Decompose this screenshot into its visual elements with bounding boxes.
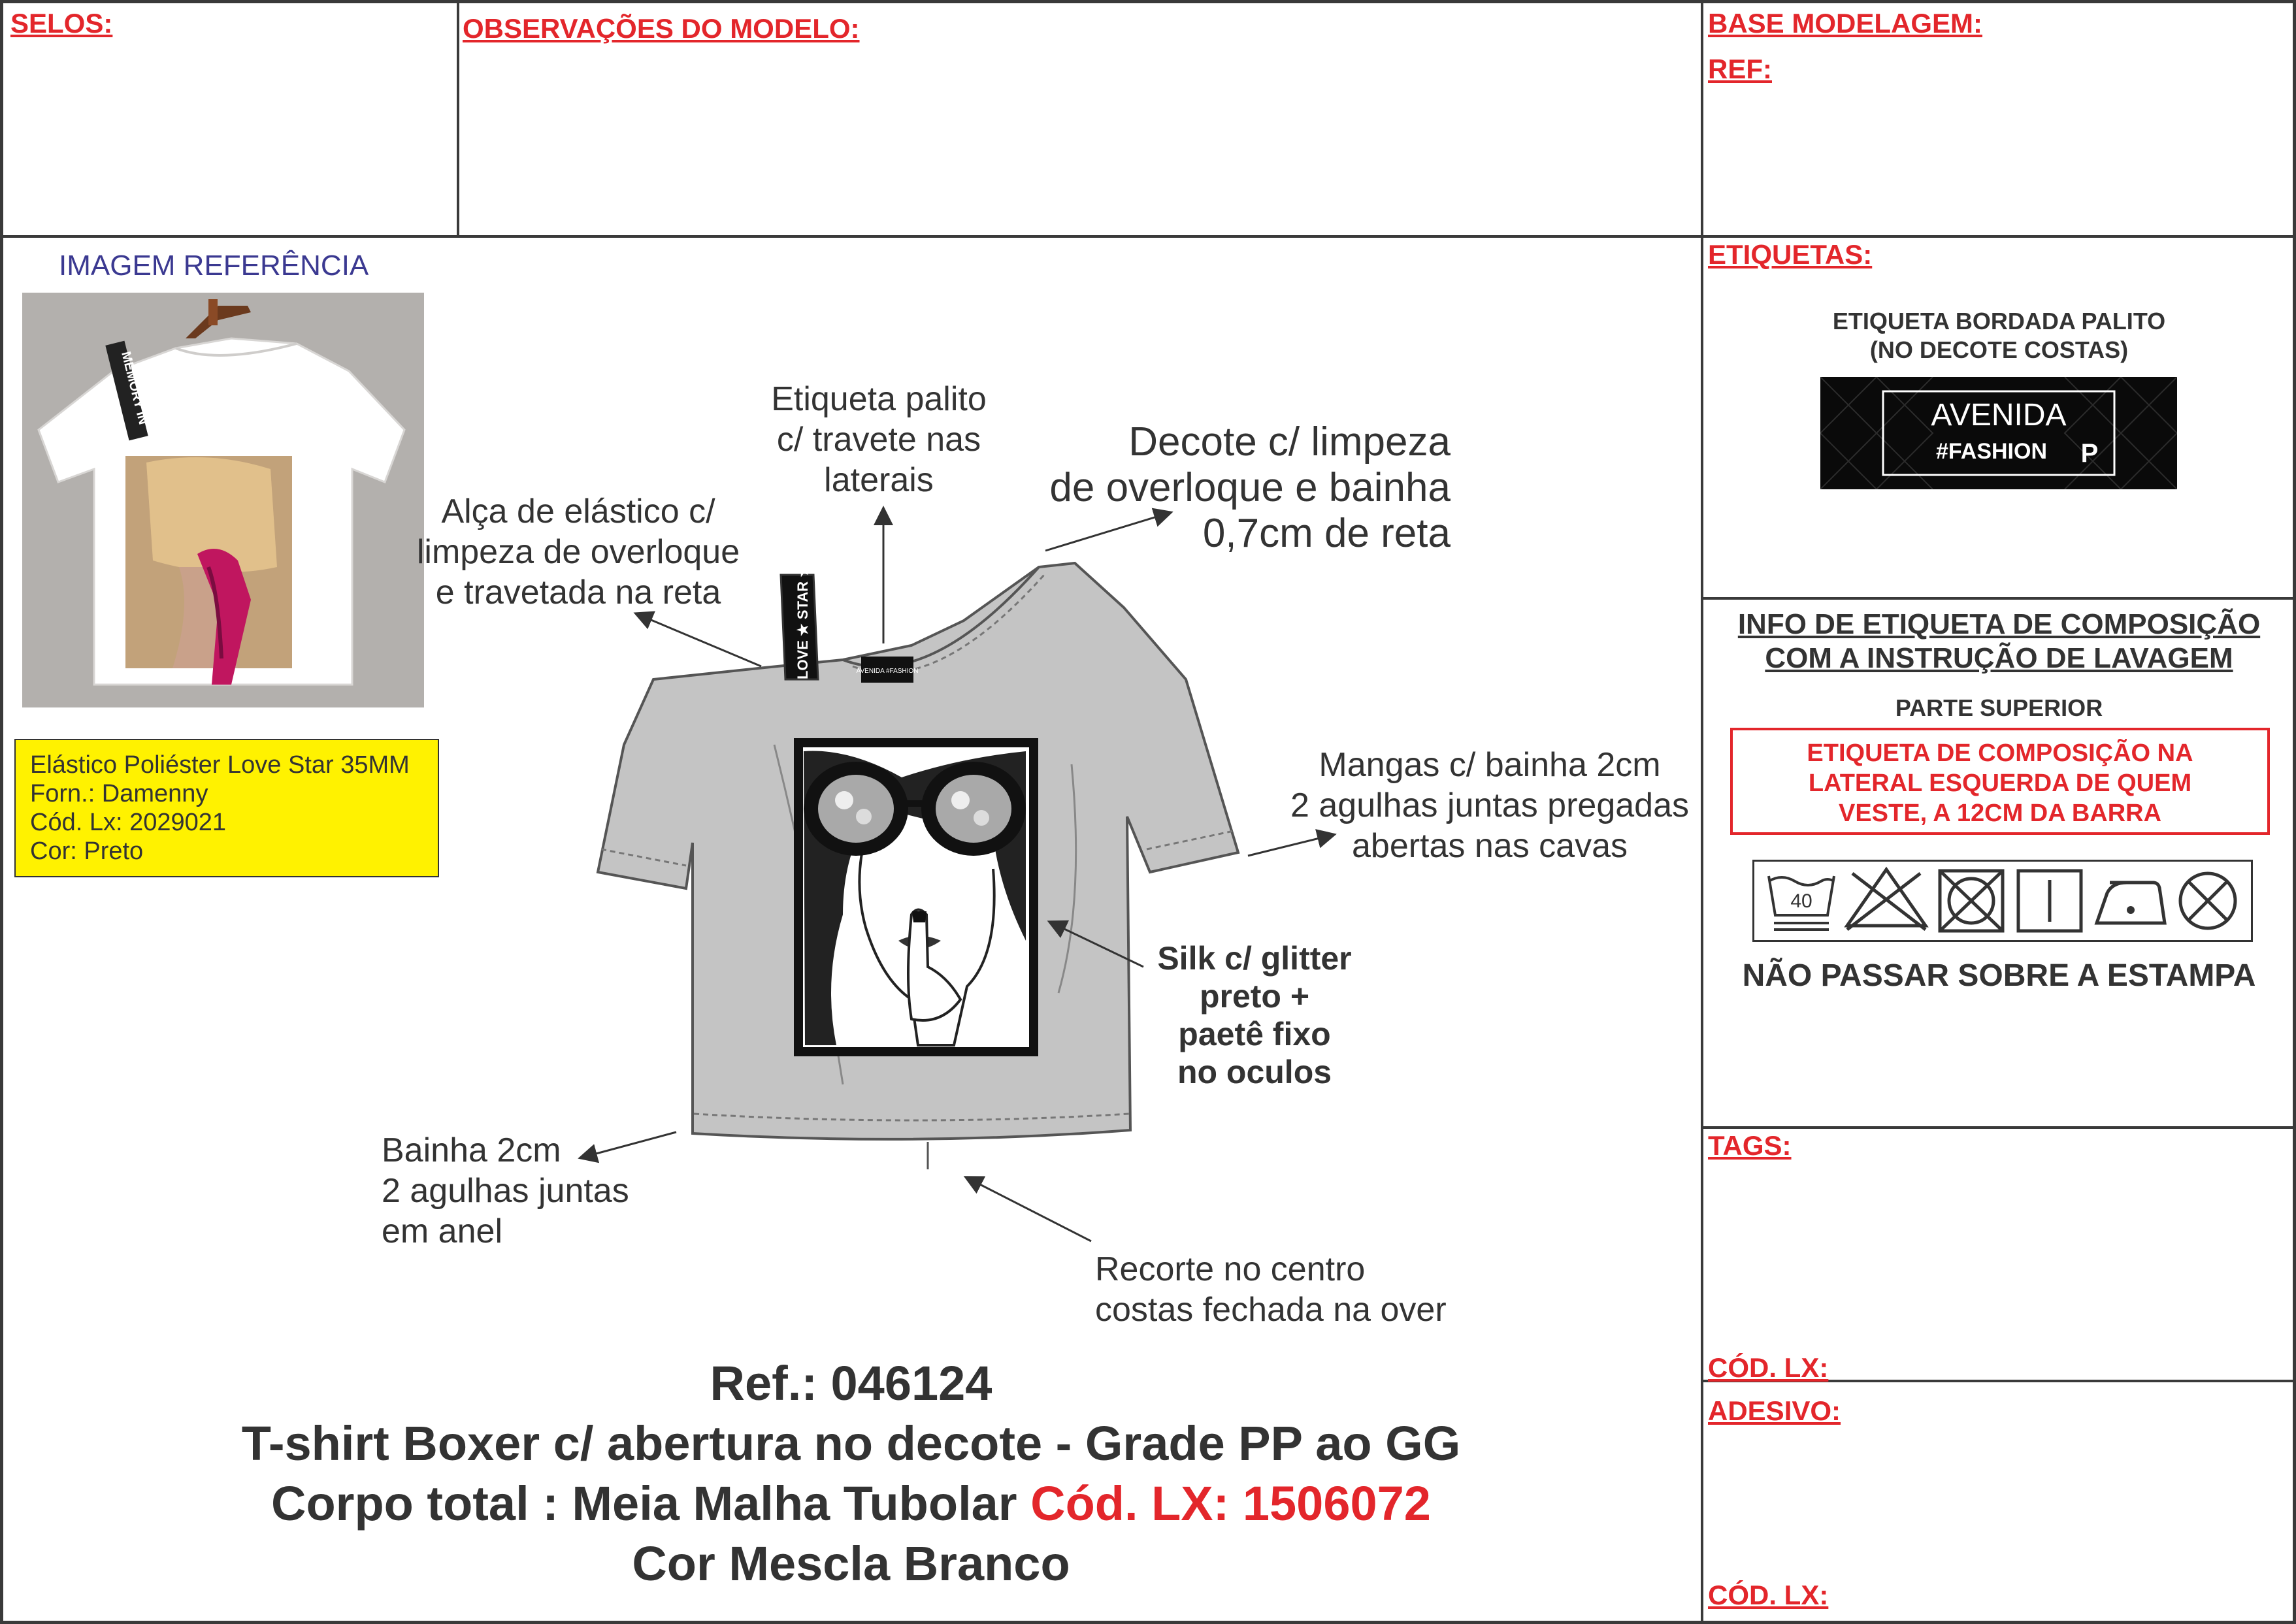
product-color: Cor Mescla Branco [632,1536,1070,1591]
adesivo-label: ADESIVO: [1708,1395,1841,1426]
tags-cod-label: CÓD. LX: [1708,1352,1829,1383]
care-symbols [1752,860,2253,942]
brand-label-art [1820,377,2177,489]
no-dry-clean-icon [2180,873,2235,928]
annotation-etiqueta-palito: Etiqueta palito c/ travete nas laterais [771,380,987,499]
observacoes-label: OBSERVAÇÕES DO MODELO: [463,13,860,44]
product-info [0,1354,1702,1594]
iron-low-icon [2097,883,2165,923]
reference-image-title: IMAGEM REFERÊNCIA [59,250,369,282]
elastic-info-line: Cor: Preto [30,837,144,865]
selos-label: SELOS: [10,8,113,39]
annotation-silk: Silk c/ glitter preto + paetê fixo no oculos [1157,940,1352,1090]
neck-label-text: AVENIDA #FASHION [856,668,919,675]
reference-strap-text: MEMORY IN [118,349,151,427]
elastic-info-line: Forn.: Damenny [30,780,208,807]
product-name: T-shirt Boxer c/ abertura no decote - Grade PP ao GG [241,1416,1461,1470]
etiquetas-label: ETIQUETAS: [1708,239,1873,270]
annotation-mangas: Mangas c/ bainha 2cm 2 agulhas juntas pregadas abertas nas cavas [1290,746,1689,865]
care-warning: NÃO PASSAR SOBRE A ESTAMPA [1742,958,2256,993]
base-modelagem-label: BASE MODELAGEM: [1708,8,1982,39]
wash-temperature: 40 [1790,890,1812,912]
product-body: Corpo total : Meia Malha Tubolar Cód. LX: 1506072 [271,1476,1431,1531]
tags-divider [1702,1126,2296,1129]
brand-size: P [2080,439,2099,468]
composition-title: INFO DE ETIQUETA DE COMPOSIÇÃO COM A INSTRUÇÃO DE LAVAGEM [1737,608,2261,674]
annotation-recorte: Recorte no centro costas fechada na over [1095,1250,1447,1329]
annotation-decote: Decote c/ limpeza de overloque e bainha 0,7cm de reta [1049,419,1451,556]
etiqueta-caption: ETIQUETA BORDADA PALITO (NO DECOTE COSTAS) [1832,308,2166,363]
annotation-alca: Alça de elástico c/ limpeza de overloque e travetada na reta [416,493,740,611]
elastic-info-line: Cód. Lx: 2029021 [30,809,227,836]
elastic-info-line: Elástico Poliéster Love Star 35MM [30,751,410,779]
product-ref: Ref.: 046124 [710,1356,992,1410]
ref-label: REF: [1708,54,1772,84]
no-tumble-dry-icon [1940,871,2003,931]
brand-label [1820,377,2177,489]
care-symbols-art [1754,862,2251,940]
wash-40-icon [1769,876,1834,930]
brand-hashtag: #FASHION [1935,439,2048,464]
etiquetas-divider [1702,597,2296,600]
elastic-strap-text: LOVE ★ STAR ★ [795,564,811,679]
adesivo-cod-label: CÓD. LX: [1708,1580,1829,1610]
product-body-code: Cód. LX: 1506072 [1030,1476,1431,1531]
composition-box: ETIQUETA DE COMPOSIÇÃO NA LATERAL ESQUERDA DE QUEM VESTE, A 12CM DA BARRA [1730,728,2270,835]
line-dry-icon [2018,871,2081,931]
no-bleach-icon [1847,869,1926,930]
frame-border-bottom [0,1621,2296,1624]
brand-name: AVENIDA [1931,398,2067,432]
composition-parte: PARTE SUPERIOR [1895,694,2103,721]
tags-label: TAGS: [1708,1130,1792,1161]
annotation-bainha: Bainha 2cm 2 agulhas juntas em anel [382,1131,629,1250]
